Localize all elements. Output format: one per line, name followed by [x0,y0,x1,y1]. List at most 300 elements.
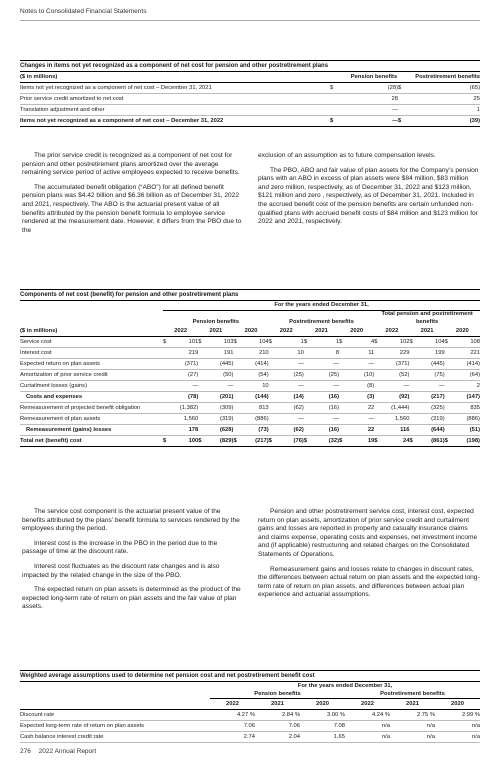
currency-sign [339,425,346,436]
value-cell: 1.65 [300,732,345,743]
value-cell: 116 [381,425,410,436]
currency-sign [374,414,381,425]
currency-sign [269,359,276,370]
header-rule [20,20,480,21]
currency-sign: $ [409,337,416,348]
text-column-right-2 [258,508,480,606]
text-column-left-2 [22,508,244,618]
currency-sign [445,392,452,403]
table-net-cost-components [20,289,480,447]
table-row [20,359,480,370]
currency-sign [163,403,170,414]
table-row [20,403,480,414]
cell-postretirement: (65) [406,83,480,94]
table-weighted-assumptions [20,670,480,743]
currency-sign [409,359,416,370]
value-cell: (76) [275,436,304,447]
value-cell: (16) [310,392,339,403]
value-cell: (8) [346,381,375,392]
currency-sign [269,348,276,359]
value-cell: 2 [451,381,480,392]
value-cell: 813 [240,403,269,414]
value-cell: (92) [381,392,410,403]
value-cell: (54) [240,370,269,381]
table-row [20,732,480,743]
year-header: 2021 [409,326,444,337]
value-cell: (73) [240,425,269,436]
currency-sign [409,381,416,392]
value-cell: — [275,381,304,392]
cell-pension: (28) [338,83,398,94]
value-cell: 11 [346,348,375,359]
table-grid [20,301,480,447]
value-cell: (829) [205,436,234,447]
cell-pension: 28 [338,94,398,105]
row-label: Remeasurement of projected benefit obligation [20,403,163,414]
currency-sign [445,414,452,425]
currency-sign [198,381,205,392]
value-cell: (1,444) [381,403,410,414]
value-cell: 101 [170,337,199,348]
paragraph: The PBO, ABO and fair value of plan assets for the Company’s pension plans with an ABO in excess of plan assets were $84 million, $83 million and zero million, respectively, as of December 31, 2022 and $123 million, $121 million and zero , respectively, as of December 31, 2021. Included in the accrued benefit cost of the pension benefits are certain unfunded non-qualified plans with accrued benefit costs of $84 million and $123 million for 2022 and 2021, respectively. [258,166,479,226]
cell-pension: — [338,105,398,116]
currency-sign [330,94,338,105]
currency-sign [163,370,170,381]
table-row [20,425,480,436]
value-cell: 104 [240,337,269,348]
currency-sign [398,105,406,116]
currency-sign: $ [330,116,338,127]
currency-sign [339,370,346,381]
paragraph: Remeasurement gains and losses relate to changes in discount rates, the differences between actual return on plan assets and the expected long-term rate of return on plan assets, and differences between actual plan experience and actuarial assumptions. [258,565,480,599]
value-cell: (201) [205,392,234,403]
currency-sign [163,392,170,403]
currency-sign [269,425,276,436]
row-label: Curtailment losses (gains) [20,381,163,392]
row-label: Items not yet recognized as a component of net cost – December 31, 2021 [20,83,330,94]
currency-sign [409,392,416,403]
currency-sign [409,414,416,425]
year-header: 2021 [304,326,339,337]
currency-sign: $ [269,436,276,447]
value-cell: 4 [346,337,375,348]
year-header: 2020 [300,699,345,710]
value-cell: (886) [451,414,480,425]
value-cell: 22 [346,403,375,414]
row-label: Total net (benefit) cost [20,436,163,447]
value-cell: 3.00 % [300,710,345,721]
currency-sign [374,359,381,370]
table-row [20,370,480,381]
text-column-right-1 [258,152,480,233]
row-label: Remeasurement of plan assets [20,414,163,425]
report-name: 2022 Annual Report [38,748,97,755]
currency-sign: $ [233,436,240,447]
currency-sign [163,348,170,359]
value-cell: 1,560 [170,414,199,425]
currency-sign [398,94,406,105]
currency-sign: $ [304,436,311,447]
currency-sign [445,348,452,359]
value-cell: n/a [345,721,390,732]
currency-sign [304,403,311,414]
row-label: Amortization of prior service credit [20,370,163,381]
currency-sign [269,392,276,403]
table-row [20,392,480,403]
value-cell: (64) [451,370,480,381]
currency-sign [269,381,276,392]
currency-sign [163,414,170,425]
col-head-pension: Pension benefits [330,72,398,83]
table-row [20,414,480,425]
table-row [20,348,480,359]
value-cell: 10 [240,381,269,392]
year-header: 2022 [374,326,409,337]
period-header: For the years ended December 31, [163,301,480,311]
year-header: 2021 [255,699,300,710]
row-label: Expected return on plan assets [20,359,163,370]
currency-sign [198,414,205,425]
currency-sign [304,381,311,392]
value-cell: 103 [205,337,234,348]
currency-sign [409,403,416,414]
currency-sign [269,370,276,381]
currency-sign [445,381,452,392]
table-row [20,94,480,105]
value-cell: n/a [345,732,390,743]
value-cell: 2.84 % [255,710,300,721]
currency-sign: $ [163,337,170,348]
currency-sign [198,348,205,359]
currency-sign [233,425,240,436]
currency-sign: $ [445,337,452,348]
currency-sign [304,348,311,359]
group-head-pension: Pension benefits [192,319,240,325]
currency-sign [269,414,276,425]
value-cell: (27) [170,370,199,381]
value-cell: 219 [170,348,199,359]
table-row [20,710,480,721]
value-cell: (886) [240,414,269,425]
currency-sign [233,392,240,403]
currency-sign [330,105,338,116]
table-row [20,337,480,348]
value-cell: 229 [381,348,410,359]
currency-sign [339,403,346,414]
value-cell: 102 [381,337,410,348]
value-cell: (445) [416,359,445,370]
value-cell: 2.75 % [390,710,435,721]
value-cell: — [310,414,339,425]
currency-sign [269,403,276,414]
paragraph: Interest cost is the increase in the PBO in the period due to the passage of time at the discount rate. [22,539,218,556]
paragraph: The accumulated benefit obligation (“ABO”) for all defined benefit pension plans was $4.42 billion and $6.36 billion as of December 31, 2022 and 2021, respectively. The ABO is the actuarial present value of all benefits attributed by the pension benefit formula to employee service rendered at the measurement date. However, it differs from the PBO due to the [22,183,242,234]
table-title: Changes in items not yet recognized as a component of net cost for pension and other postretirement plans [20,60,480,72]
value-cell: — [346,414,375,425]
value-cell: (25) [275,370,304,381]
value-cell: (445) [205,359,234,370]
value-cell: — [346,359,375,370]
table-row [20,721,480,732]
value-cell: 8 [310,348,339,359]
value-cell: (861) [416,436,445,447]
currency-sign [163,425,170,436]
currency-sign [233,403,240,414]
value-cell: (1,382) [170,403,199,414]
year-header: 2022 [210,699,255,710]
currency-sign [233,359,240,370]
value-cell: (32) [310,436,339,447]
currency-sign: $ [198,436,205,447]
value-cell: (51) [451,425,480,436]
currency-sign: $ [198,337,205,348]
currency-sign [233,414,240,425]
value-cell: (62) [275,425,304,436]
cell-postretirement: 1 [406,105,480,116]
table-changes-not-recognized [20,60,480,127]
currency-sign: $ [339,436,346,447]
value-cell: — [381,381,410,392]
table-title: Weighted average assumptions used to determine net pension cost and net postretirement benefit cost [20,670,480,682]
currency-sign [445,403,452,414]
currency-sign [339,359,346,370]
currency-sign [198,370,205,381]
value-cell: (198) [451,436,480,447]
currency-sign [445,425,452,436]
value-cell: (147) [451,392,480,403]
row-label: Service cost [20,337,163,348]
value-cell: (217) [416,392,445,403]
paragraph: Pension and other postretirement service cost, interest cost, expected return on plan assets, amortization of prior service credit and curtailment gains and losses are reported in property and casualty insurance claims and claims expense, operating costs and expenses, net investment income and (if applicable) restructuring and related charges on the Consolidated Statements of Operations. [258,508,478,558]
value-cell: 210 [240,348,269,359]
currency-sign [374,381,381,392]
value-cell: 1 [310,337,339,348]
group-head-postretirement: Postretirement benefits [289,319,354,325]
value-cell: 108 [451,337,480,348]
value-cell: 221 [451,348,480,359]
year-header: 2020 [435,699,480,710]
page-number: 276 [20,748,31,755]
currency-sign [409,425,416,436]
value-cell: 24 [381,436,410,447]
paragraph: The service cost component is the actuarial present value of the benefits attributed by the plans’ benefit formula to services rendered by the employees during the period. [22,508,240,533]
row-label: Translation adjustment and other [20,105,330,116]
table-title: Components of net cost (benefit) for pension and other postretirement plans [20,289,480,301]
group-head-pension: Pension benefits [210,690,345,699]
value-cell: (325) [416,403,445,414]
value-cell: (414) [451,359,480,370]
table-row [20,436,480,447]
currency-sign [374,425,381,436]
value-cell: 2.04 [255,732,300,743]
currency-sign [374,392,381,403]
row-label: Expected long-term rate of return on plan assets [20,721,210,732]
value-cell: (75) [416,370,445,381]
currency-sign [445,359,452,370]
row-label: Interest cost [20,348,163,359]
currency-sign [163,381,170,392]
currency-sign [304,414,311,425]
currency-sign: $ [163,436,170,447]
value-cell: 2.74 [210,732,255,743]
row-label: Remeasurement (gains) losses [20,425,163,436]
value-cell: — [310,359,339,370]
year-header: 2022 [163,326,198,337]
group-head-total: Total pension and postretirement benefits [381,311,473,325]
currency-sign [233,348,240,359]
value-cell: — [310,381,339,392]
row-label: Items not yet recognized as a component of net cost – December 31, 2022 [20,116,330,127]
table-row [20,105,480,116]
unit-label: ($ in millions) [20,326,163,337]
currency-sign [233,381,240,392]
value-cell: 4.27 % [210,710,255,721]
currency-sign [445,370,452,381]
value-cell: 199 [416,348,445,359]
paragraph: exclusion of an assumption as to future compensation levels. [258,152,436,159]
page-header: Notes to Consolidated Financial Statements [20,8,147,15]
currency-sign [374,403,381,414]
value-cell: (144) [240,392,269,403]
value-cell: 10 [275,348,304,359]
row-label: Costs and expenses [20,392,163,403]
paragraph: Interest cost fluctuates as the discount rate changes and is also impacted by the related change in the size of the PBO. [22,562,220,579]
paragraph: The expected return on plan assets is determined as the product of the expected long-term rate of return on plan assets and the fair value of plan assets. [22,586,241,611]
currency-sign [304,370,311,381]
value-cell: (414) [240,359,269,370]
currency-sign [304,392,311,403]
value-cell: (371) [170,359,199,370]
currency-sign [409,370,416,381]
currency-sign: $ [304,337,311,348]
cell-postretirement: 25 [406,94,480,105]
value-cell: n/a [435,721,480,732]
year-header: 2021 [390,699,435,710]
paragraph: The prior service credit is recognized as a component of net cost for pension and other postretirement plans amortized over the average remaining service period of active employees expected to receive benefits. [22,152,240,177]
value-cell: 104 [416,337,445,348]
value-cell: (10) [346,370,375,381]
value-cell: 22 [346,425,375,436]
currency-sign: $ [339,337,346,348]
currency-sign [339,414,346,425]
row-label: Prior service credit amortized to net cost [20,94,330,105]
year-header: 2021 [198,326,233,337]
value-cell: 4.24 % [345,710,390,721]
value-cell: 7.06 [210,721,255,732]
value-cell: (319) [416,414,445,425]
value-cell: (309) [205,403,234,414]
value-cell: — [205,381,234,392]
currency-sign: $ [398,83,406,94]
value-cell: (644) [416,425,445,436]
group-head-postretirement: Postretirement benefits [345,690,480,699]
value-cell: — [170,381,199,392]
currency-sign [374,348,381,359]
text-column-left-1 [22,152,244,241]
currency-sign [304,359,311,370]
period-header: For the years ended December 31, [297,683,393,689]
value-cell: (78) [170,392,199,403]
currency-sign [198,403,205,414]
cell-pension: — [338,116,398,127]
table-row [20,381,480,392]
value-cell: — [275,359,304,370]
currency-sign: $ [398,116,406,127]
col-head-postretirement: Postretirement benefits [398,72,480,83]
value-cell: (628) [205,425,234,436]
value-cell: 191 [205,348,234,359]
value-cell: (16) [310,403,339,414]
currency-sign: $ [445,436,452,447]
currency-sign [198,359,205,370]
row-label: Discount rate [20,710,210,721]
table-row [20,83,480,94]
currency-sign: $ [233,337,240,348]
value-cell: 19 [346,436,375,447]
value-cell: 7.08 [300,721,345,732]
year-header: 2020 [339,326,374,337]
currency-sign [163,359,170,370]
year-header: 2022 [345,699,390,710]
unit-label: ($ in millions) [20,72,330,83]
value-cell: n/a [435,732,480,743]
value-cell: — [416,381,445,392]
value-cell: (16) [310,425,339,436]
value-cell: (52) [381,370,410,381]
table-row [20,116,480,127]
currency-sign [304,425,311,436]
table-grid [20,72,480,127]
currency-sign [339,348,346,359]
value-cell: (14) [275,392,304,403]
value-cell: (371) [381,359,410,370]
value-cell: (217) [240,436,269,447]
currency-sign: $ [374,436,381,447]
year-header: 2022 [269,326,304,337]
value-cell: 7.06 [255,721,300,732]
value-cell: n/a [390,721,435,732]
value-cell: 178 [170,425,199,436]
currency-sign [339,381,346,392]
currency-sign [339,392,346,403]
value-cell: (319) [205,414,234,425]
value-cell: (50) [205,370,234,381]
value-cell: 835 [451,403,480,414]
value-cell: — [275,414,304,425]
currency-sign [374,370,381,381]
value-cell: n/a [390,732,435,743]
currency-sign: $ [330,83,338,94]
currency-sign: $ [374,337,381,348]
value-cell: (62) [275,403,304,414]
row-label: Cash balance interest credit rate [20,732,210,743]
value-cell: 2.99 % [435,710,480,721]
year-header: 2020 [233,326,268,337]
currency-sign: $ [409,436,416,447]
currency-sign [198,392,205,403]
table-grid [20,682,480,743]
page-footer [20,748,96,755]
value-cell: 1,560 [381,414,410,425]
value-cell: (3) [346,392,375,403]
value-cell: 100 [170,436,199,447]
currency-sign [198,425,205,436]
currency-sign [409,348,416,359]
value-cell: (25) [310,370,339,381]
year-header: 2020 [445,326,480,337]
cell-postretirement: (39) [406,116,480,127]
currency-sign [233,370,240,381]
